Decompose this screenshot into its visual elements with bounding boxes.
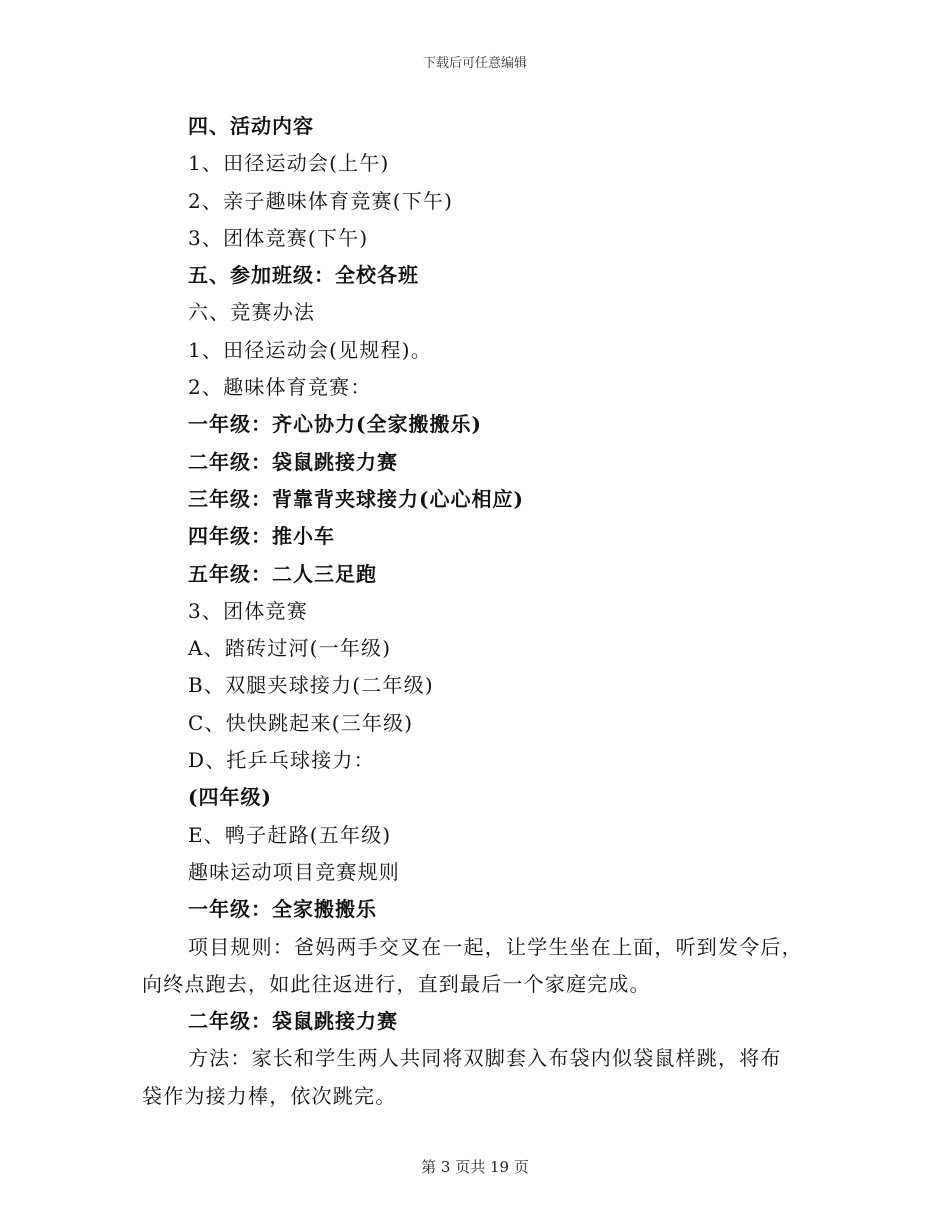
paragraph-line: C、快快跳起来(三年级): [188, 710, 414, 735]
section-heading: 一年级：全家搬搬乐: [188, 897, 377, 922]
paragraph-line: 袋作为接力棒，依次跳完。: [142, 1083, 397, 1108]
paragraph-line: 六、竞赛办法: [188, 300, 316, 325]
page-footer: 第 3 页共 19 页: [421, 1158, 529, 1176]
paragraph-line: A、踏砖过河(一年级): [188, 636, 392, 661]
section-heading: 二年级：袋鼠跳接力赛: [188, 1009, 398, 1034]
section-heading: 二年级：袋鼠跳接力赛: [188, 449, 398, 474]
paragraph-line: 方法：家长和学生两人共同将双脚套入布袋内似袋鼠样跳，将布: [188, 1046, 782, 1071]
paragraph-line: B、双腿夹球接力(二年级): [188, 673, 434, 698]
section-heading: 三年级：背靠背夹球接力(心心相应): [188, 486, 524, 511]
section-heading: (四年级): [188, 785, 272, 810]
paragraph-line: 1、田径运动会(见规程)。: [188, 337, 432, 362]
section-heading: 四年级：推小车: [188, 524, 335, 549]
paragraph-line: D、托乒乓球接力：: [188, 748, 375, 773]
section-heading: 五、参加班级：全校各班: [188, 263, 419, 288]
section-heading: 四、活动内容: [188, 114, 314, 138]
page-header: 下载后可任意编辑: [422, 56, 527, 71]
paragraph-line: 3、团体竞赛(下午): [188, 225, 369, 250]
paragraph-line: 2、亲子趣味体育竞赛(下午): [188, 188, 454, 213]
paragraph-line: 趣味运动项目竞赛规则: [188, 859, 400, 884]
paragraph-line: 项目规则：爸妈两手交叉在一起，让学生坐在上面，听到发令后，: [188, 934, 803, 959]
paragraph-line: E、鸭子赶路(五年级): [188, 822, 392, 847]
document-body: [142, 108, 822, 1115]
paragraph-line: 向终点跑去，如此往返进行，直到最后一个家庭完成。: [142, 971, 651, 996]
paragraph-line: 2、趣味体育竞赛：: [188, 375, 372, 400]
paragraph-line: 1、田径运动会(上午): [188, 151, 390, 176]
paragraph-line: 3、团体竞赛: [188, 598, 308, 623]
section-heading: 一年级：齐心协力(全家搬搬乐): [188, 412, 482, 437]
section-heading: 五年级：二人三足跑: [188, 561, 377, 586]
